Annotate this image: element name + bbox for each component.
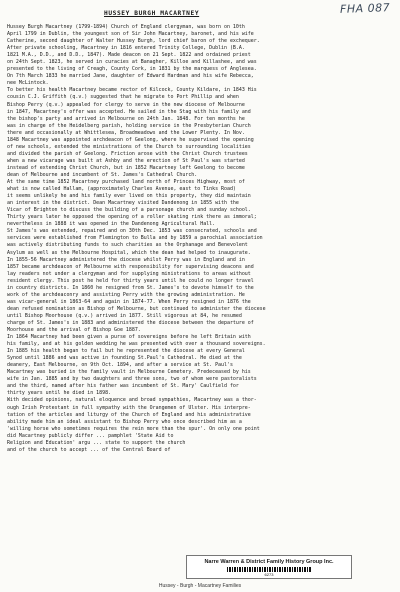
text-line: Macartney was buried in the family vault in Melbourne Cemetery. Predeceased by his	[7, 369, 251, 376]
text-line: Asylum as well as the Melbourne Hospital, which the dean had helped to inaugurate.	[7, 249, 251, 256]
text-line: was vicar-general in 1863-64 and again in 1874-77. When Perry resigned in 1876 the	[7, 298, 251, 305]
text-line: was actively distributing funds to such charities as the Orphanage and Benevolent	[7, 242, 248, 249]
text-line: of new schools, extended the ministrations of the Church to surrounding localities	[7, 143, 251, 150]
text-line: services were established from Flemington to Bulla and by 1859 a parochial association	[7, 235, 263, 242]
archive-number: 6273	[264, 572, 274, 577]
text-line: In 1885 his health began to fail but he represented the diocese at every General	[7, 348, 245, 355]
text-line: Bishop Perry (q.v.) appealed for clergy to serve in the new diocese of Melbourne	[7, 101, 245, 108]
text-line: 1857 became archdeacon of Melbourne with responsibility for supervising deacons and	[7, 263, 254, 270]
text-line: deanery, East Melbourne, on 9th Oct. 1894, and after a service at St. Paul's	[7, 362, 233, 369]
text-line: 'willing horse who sometimes requires the rein more than the spur'. On only one point	[7, 425, 260, 432]
text-line: 1821 M.A., D.D., and D.D., 1847). Made deacon on 21 Sept. 1822 and ordained priest	[7, 52, 251, 59]
text-line: and divided the parish of Geelong. Friction arose with the Christ Church trustees	[7, 150, 248, 157]
text-line: instead of extending Christ Church, but in 1852 Macartney left Geelong to become	[7, 164, 245, 171]
text-line: At the same time 1852 Macartney purchased land north of Princes Highway, most of	[7, 179, 245, 186]
page-caption: Hussey - Burgh - Macartney Families	[158, 583, 242, 589]
text-line: With decided opinions, natural eloquence and broad sympathies, Macartney was a thor-	[7, 397, 257, 404]
document-body	[7, 24, 395, 454]
document-title: HUSSEY BURGH MACARTNEY	[104, 10, 200, 17]
text-line: 1848 Macartney was appointed archdeacon of Geelong, where he supervised the opening	[7, 136, 254, 143]
text-line: In 1864 Macartney had been given a purse of sovereigns before he left Britain with	[7, 334, 251, 341]
text-line: was in charge of the Heidelberg parish, holding service in the Presbyterian Church	[7, 122, 251, 129]
text-line: the bishop's party and arrived in Melbourne on 24th Jan. 1848. For ten months he	[7, 115, 245, 122]
text-line: dean of Melbourne and incumbent of St. James's Cathedral Church.	[7, 171, 198, 178]
text-line: Vicar of Brighton to discuss the building of a parsonage church and sunday school.	[7, 207, 251, 214]
reference-stamp: FHA 087	[339, 1, 391, 16]
text-line: it seems unlikely he and his family ever lived on this property, they did maintain	[7, 193, 251, 200]
text-line: ability made him an ideal assistant to Bishop Perry who once described him as a	[7, 418, 242, 425]
text-line: an interest in the district. Dean Macartney visited Dandenong in 1855 with the	[7, 200, 239, 207]
text-line: After private schooling, Macartney in 1816 entered Trinity College, Dublin (B.A.	[7, 45, 245, 52]
text-line: cousin C.J. Griffith (q.v.) suggested that he migrate to Port Phillip and when	[7, 94, 239, 101]
text-line: April 1799 in Dublin, the youngest son of Sir John Macartney, baronet, and his wife	[7, 31, 254, 38]
text-line: when a new vicarage was built at Ashby and the erection of St Paul's was started	[7, 157, 245, 164]
text-line: nee McLintock.	[7, 80, 49, 87]
archive-organization: Narre Warren & District Family History Group Inc.	[204, 559, 334, 565]
text-line: and the third, named after his father was incumbent of St. Mary' Caulfield for	[7, 383, 239, 390]
text-line: charge of St. James's in 1883 and administered the diocese between the departure of	[7, 319, 254, 326]
text-line: and of the church to accept ... of the Central Board of	[7, 446, 171, 453]
text-line: To better his health Macartney became rector of Kilcock, County Kildare, in 1843 His	[7, 87, 257, 94]
text-line: tation of the articles and liturgy of the Church of England and his administrative	[7, 411, 251, 418]
text-line: dean refused nomination as Bishop of Melbourne, but continued to administer the diocese	[7, 305, 266, 312]
text-line: lay readers not under a clergyman and for supplying ministrations to areas without	[7, 270, 251, 277]
text-line: did Macartney publicly differ ... pamphlet 'State Aid to	[7, 432, 174, 439]
archive-label	[186, 555, 352, 579]
text-line: St James's was extended, repaired and on 30th Dec. 1853 was consecrated, schools and	[7, 228, 257, 235]
text-line: ough Irish Protestant in full sympathy with the Orangemen of Ulster. His interpre-	[7, 404, 251, 411]
text-line: Hussey Burgh Macartney (1799-1894) Church of England clergyman, was born on 10th	[7, 24, 245, 30]
text-line: there and occasionally at Whittlesea, Broadmeadows and the Lower Plenty. In Nov.	[7, 129, 245, 136]
text-line: Synod until 1886 and was active in founding St.Paul's Cathedral. He died at the	[7, 355, 242, 362]
text-line: his family, and at his golden wedding he was presented with over a thousand sovereigns.	[7, 341, 266, 348]
text-line: in country districts. In 1860 he resigned from St. James's to devote himself to the	[7, 284, 254, 291]
text-line: Moorhouse and the arrival of Bishop Goe 1887.	[7, 327, 141, 334]
text-line: thirty years until he died in 1898.	[7, 390, 112, 397]
text-line: resident clergy. This post he held for thirty years until he could no longer travel	[7, 277, 254, 284]
text-line: on 24th Sept. 1823, he served in curacies at Banagher, Killoe and Killashee, and was	[7, 59, 257, 66]
text-line: Catherine, second daughter of Walter Hussey Burgh, lord chief baron of the exchequer.	[7, 38, 260, 45]
text-line: in 1847, Macartney's offer was accepted. He sailed in the Stag with his family and	[7, 108, 251, 115]
text-line: what is now called Hallam, (approximately Charles Avenue, east to Tinks Road)	[7, 186, 236, 193]
text-line: Religion and Education' argu ... state to support the church	[7, 439, 186, 446]
text-line: In 1855-56 Macartney administered the diocese whilst Perry was in England and in	[7, 256, 245, 263]
text-line: presented to the living of Creagh, County Cork, in 1831 by the marquess of Anglesea.	[7, 66, 257, 73]
text-line: work of the archdeaconry and assisting Perry with the growing administration. He	[7, 291, 245, 298]
text-line: until Bishop Moorhouse (q.v.) arrived in 1877. Still vigorous at 84, he resumed	[7, 312, 242, 319]
text-line: Thirty years later he opposed the opening of a roller skating rink there as immoral;	[7, 214, 257, 221]
text-line: nevertheless in 1888 it was opened in the Dandenong Agricultural Hall.	[7, 221, 216, 228]
text-line: On 7th March 1833 he married Jane, daughter of Edward Hardman and his wife Rebecca,	[7, 73, 254, 80]
text-line: wife in Jan. 1885 and by two daughters and three sons, two of whom were pastoralists	[7, 376, 257, 383]
